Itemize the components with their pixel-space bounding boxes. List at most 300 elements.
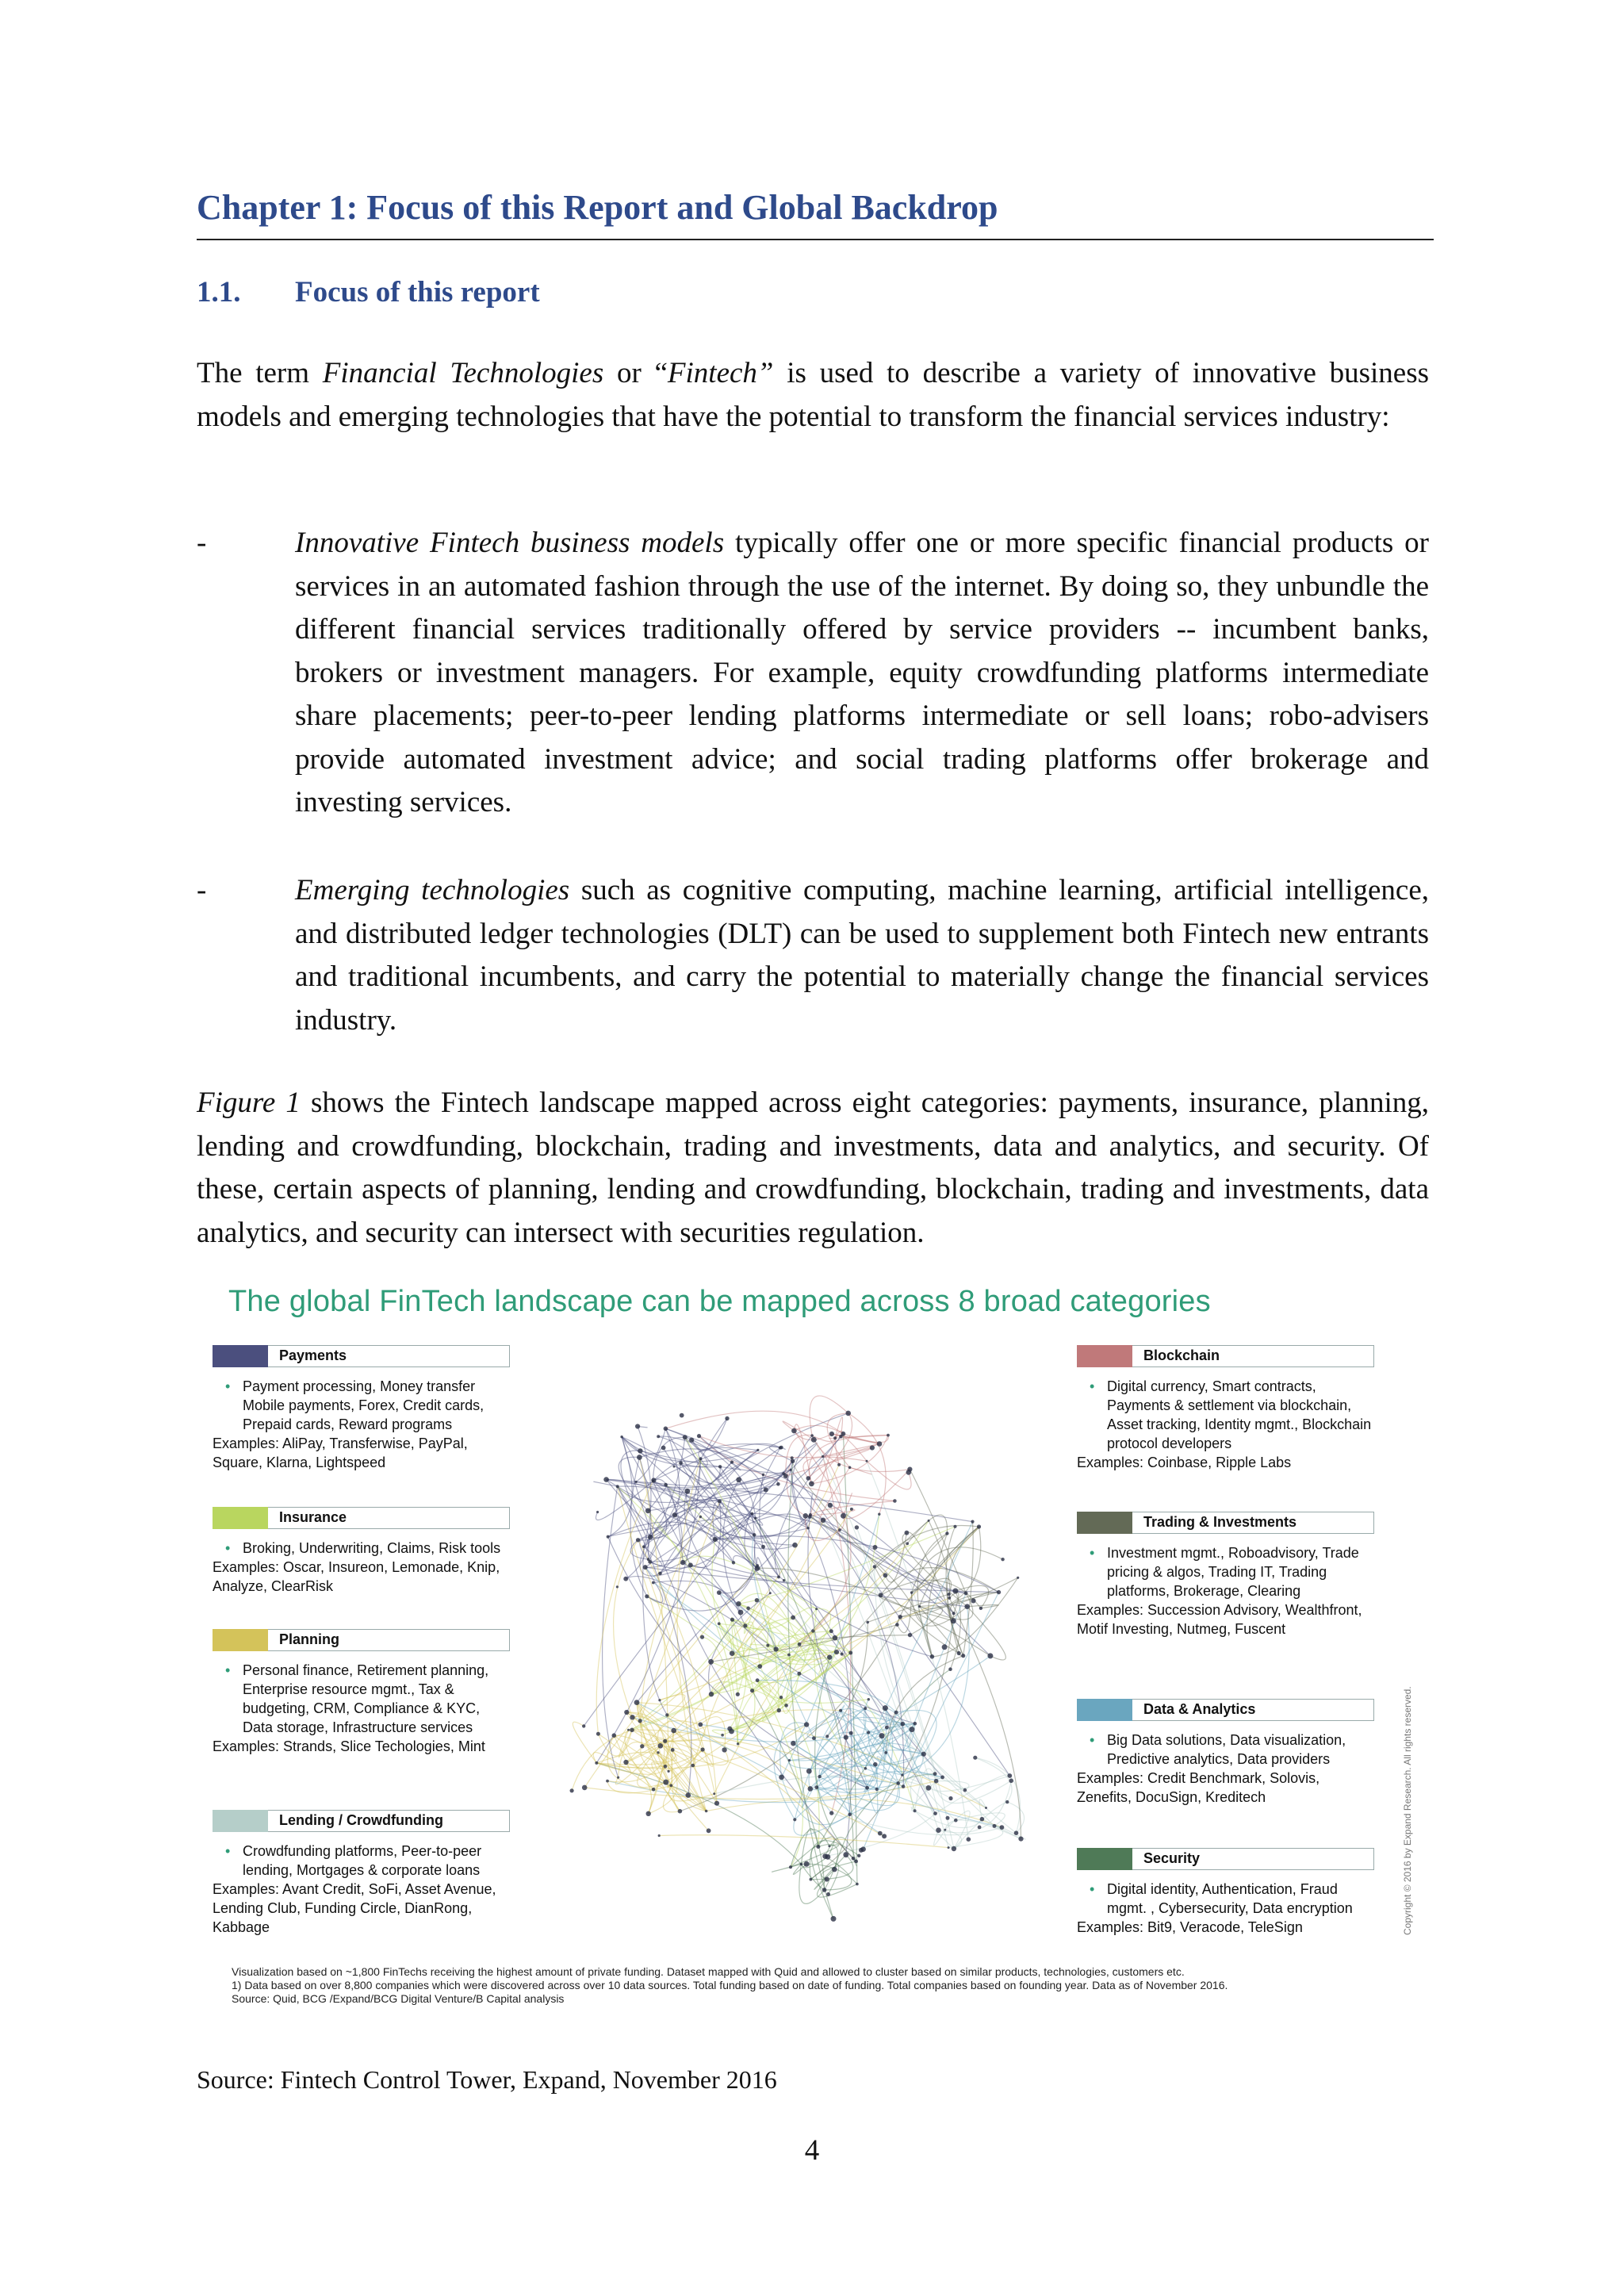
network-node bbox=[699, 1457, 702, 1460]
network-node bbox=[1000, 1825, 1005, 1830]
network-node bbox=[729, 1729, 734, 1734]
network-node bbox=[658, 1699, 661, 1701]
network-node bbox=[713, 1792, 715, 1795]
network-node bbox=[870, 1445, 875, 1450]
network-node bbox=[750, 1512, 753, 1516]
network-node bbox=[668, 1770, 670, 1773]
network-node bbox=[822, 1455, 824, 1458]
network-node bbox=[873, 1545, 878, 1550]
network-node bbox=[811, 1437, 817, 1443]
category-label: Insurance bbox=[268, 1507, 510, 1529]
network-node bbox=[645, 1508, 651, 1514]
network-node bbox=[809, 1481, 814, 1487]
network-node bbox=[738, 1610, 744, 1616]
network-node bbox=[658, 1834, 661, 1837]
network-node bbox=[648, 1560, 652, 1564]
network-node bbox=[905, 1531, 910, 1535]
network-node bbox=[898, 1615, 902, 1619]
network-node bbox=[940, 1776, 944, 1780]
network-node bbox=[855, 1525, 859, 1529]
bullet-dot: • bbox=[1090, 1545, 1095, 1561]
network-node bbox=[606, 1780, 609, 1783]
category-blockchain bbox=[1077, 1345, 1374, 1472]
network-node bbox=[705, 1810, 708, 1813]
category-bullet bbox=[1077, 1880, 1374, 1918]
network-node bbox=[814, 1785, 818, 1789]
network-edges bbox=[572, 1396, 1025, 1918]
network-node bbox=[1009, 1779, 1013, 1784]
bullet-lead: Innovative Fintech business models bbox=[295, 527, 725, 559]
footnote-1: Visualization based on ~1,800 FinTechs receiving the highest amount of private funding. Dataset mapped with Quid and allowed to cluster based on similar products, technologies, customers etc. bbox=[232, 1965, 1185, 1978]
network-node bbox=[816, 1845, 820, 1849]
bullet-dot: • bbox=[225, 1378, 231, 1394]
network-node bbox=[701, 1747, 705, 1751]
network-node bbox=[884, 1751, 887, 1754]
network-node bbox=[848, 1651, 852, 1655]
category-description: Personal finance, Retirement planning, Enterprise resource mgmt., Tax & budgeting, CRM, Compliance & KYC, Data storage, Infrastructure services bbox=[243, 1662, 489, 1735]
network-node bbox=[757, 1664, 762, 1669]
network-node bbox=[848, 1813, 852, 1817]
network-node bbox=[894, 1711, 898, 1715]
figure-footnotes bbox=[232, 1965, 1413, 2006]
network-node bbox=[963, 1788, 967, 1792]
network-node bbox=[867, 1731, 870, 1734]
network-node bbox=[997, 1590, 1001, 1594]
network-node bbox=[725, 1416, 729, 1420]
network-node bbox=[1014, 1830, 1019, 1835]
network-node bbox=[661, 1446, 666, 1451]
bullet-dot: • bbox=[225, 1540, 231, 1556]
network-node bbox=[838, 1528, 841, 1531]
network-node bbox=[570, 1788, 574, 1792]
network-node bbox=[839, 1709, 842, 1712]
network-node bbox=[651, 1478, 656, 1482]
network-node bbox=[709, 1692, 714, 1696]
category-bullet bbox=[213, 1842, 510, 1880]
network-node bbox=[961, 1654, 965, 1658]
network-node bbox=[793, 1818, 796, 1821]
network-node bbox=[658, 1572, 662, 1576]
network-node bbox=[697, 1434, 701, 1438]
network-node bbox=[764, 1488, 768, 1493]
network-node bbox=[883, 1705, 888, 1711]
network-node bbox=[1017, 1577, 1019, 1579]
network-node bbox=[657, 1751, 659, 1754]
network-node bbox=[766, 1644, 769, 1647]
network-node bbox=[826, 1892, 830, 1896]
category-color-swatch bbox=[1077, 1699, 1132, 1721]
network-node bbox=[688, 1562, 693, 1567]
network-node bbox=[769, 1592, 772, 1594]
network-node bbox=[691, 1764, 695, 1768]
category-label: Security bbox=[1132, 1848, 1374, 1870]
network-node bbox=[1001, 1558, 1004, 1561]
network-node bbox=[732, 1561, 735, 1564]
network-node bbox=[779, 1446, 783, 1450]
network-node bbox=[664, 1765, 668, 1769]
network-node bbox=[730, 1650, 735, 1656]
network-node bbox=[980, 1817, 985, 1822]
category-header bbox=[1077, 1848, 1374, 1870]
category-header bbox=[213, 1629, 510, 1651]
category-description: Digital identity, Authentication, Fraud mgmt. , Cybersecurity, Data encryption bbox=[1107, 1881, 1353, 1916]
network-node bbox=[952, 1612, 956, 1615]
category-description: Payment processing, Money transfer Mobile payments, Forex, Credit cards, Prepaid cards, Reward programs bbox=[243, 1378, 485, 1432]
network-node bbox=[679, 1461, 683, 1465]
network-node bbox=[630, 1728, 634, 1733]
network-node bbox=[910, 1727, 915, 1732]
network-node bbox=[852, 1857, 856, 1861]
network-node bbox=[873, 1762, 878, 1767]
network-node bbox=[806, 1527, 809, 1529]
category-security bbox=[1077, 1848, 1374, 1937]
network-node bbox=[624, 1710, 629, 1715]
network-node bbox=[730, 1618, 734, 1622]
network-node bbox=[857, 1854, 860, 1857]
network-node bbox=[784, 1704, 788, 1708]
network-node bbox=[791, 1459, 795, 1463]
section-number: 1.1. bbox=[197, 276, 241, 309]
category-label: Lending / Crowdfunding bbox=[268, 1810, 510, 1832]
network-node bbox=[648, 1535, 653, 1539]
network-edge bbox=[750, 1644, 768, 1645]
network-node bbox=[893, 1499, 897, 1503]
category-header bbox=[213, 1345, 510, 1367]
network-node bbox=[878, 1831, 883, 1836]
category-label: Trading & Investments bbox=[1132, 1512, 1374, 1534]
network-node bbox=[721, 1734, 724, 1737]
bullet-dot: • bbox=[225, 1662, 231, 1678]
network-node bbox=[722, 1747, 726, 1752]
network-node bbox=[907, 1467, 912, 1472]
category-color-swatch bbox=[1077, 1848, 1132, 1870]
network-node bbox=[736, 1692, 740, 1696]
network-node bbox=[879, 1593, 883, 1597]
network-node bbox=[777, 1708, 781, 1712]
intro-text-1: The term bbox=[197, 357, 323, 389]
category-label: Blockchain bbox=[1132, 1345, 1374, 1367]
category-examples: Examples: Oscar, Insureon, Lemonade, Knip, Analyze, ClearRisk bbox=[213, 1559, 500, 1594]
category-planning bbox=[213, 1629, 510, 1756]
category-header bbox=[1077, 1512, 1374, 1534]
network-node bbox=[812, 1736, 816, 1740]
network-node bbox=[985, 1807, 987, 1809]
network-edge bbox=[603, 1486, 619, 1777]
network-node bbox=[928, 1520, 930, 1522]
copyright-notice bbox=[1402, 1686, 1418, 1935]
intro-term-financial-technologies: Financial Technologies bbox=[322, 357, 604, 389]
network-node bbox=[652, 1788, 656, 1792]
network-node bbox=[833, 1436, 837, 1439]
network-node bbox=[630, 1715, 634, 1719]
network-node bbox=[779, 1775, 784, 1780]
network-node bbox=[948, 1796, 952, 1800]
network-node bbox=[746, 1607, 750, 1611]
network-node bbox=[792, 1543, 798, 1548]
network-node bbox=[942, 1644, 948, 1650]
network-node bbox=[756, 1678, 760, 1682]
network-node bbox=[859, 1848, 864, 1853]
network-node bbox=[957, 1651, 961, 1655]
category-examples: Examples: Coinbase, Ripple Labs bbox=[1077, 1455, 1292, 1470]
network-node bbox=[910, 1591, 913, 1593]
network-edge bbox=[653, 1437, 684, 1481]
network-node bbox=[612, 1733, 617, 1738]
network-node bbox=[669, 1784, 672, 1787]
network-node bbox=[901, 1774, 903, 1777]
network-edge bbox=[772, 1865, 802, 1872]
category-description: Digital currency, Smart contracts, Payments & settlement via blockchain, Asset tracking, Identity mgmt., Blockchain protocol developers bbox=[1107, 1378, 1372, 1451]
network-node bbox=[818, 1775, 821, 1778]
network-node bbox=[762, 1474, 765, 1477]
network-edge bbox=[802, 1777, 819, 1807]
network-node bbox=[806, 1769, 812, 1774]
network-edge bbox=[791, 1470, 1009, 1776]
network-node bbox=[882, 1834, 887, 1838]
network-node bbox=[643, 1565, 648, 1570]
chapter-title: Chapter 1: Focus of this Report and Global Backdrop bbox=[197, 187, 1434, 240]
network-node bbox=[825, 1734, 829, 1738]
category-lending-crowdfunding bbox=[213, 1810, 510, 1937]
network-node bbox=[788, 1759, 791, 1761]
category-data-analytics bbox=[1077, 1699, 1374, 1807]
category-description: Big Data solutions, Data visualization, Predictive analytics, Data providers bbox=[1107, 1732, 1346, 1767]
network-node bbox=[603, 1477, 609, 1482]
footnote-3: Source: Quid, BCG /Expand/BCG Digital Venture/B Capital analysis bbox=[232, 1992, 565, 2005]
network-edge bbox=[640, 1517, 700, 1721]
figure-intro-text: shows the Fintech landscape mapped across eight categories: payments, insurance, planning, lending and crowdfunding, blockchain, trading and investments, data and analytics, and security. Of these, certain aspects of planning, lending and crowdfunding, blockchain, trading and investments, data analytics, and security can intersect with securities regulation. bbox=[197, 1087, 1429, 1249]
network-nodes bbox=[570, 1411, 1024, 1922]
footnote-2: 1) Data based on over 8,800 companies which were discovered across over 10 data sources. Total funding based on date of funding. Total companies based on founding year. Data as of November 2016. bbox=[232, 1979, 1228, 1991]
network-node bbox=[637, 1455, 642, 1460]
network-node bbox=[798, 1642, 802, 1646]
category-bullet bbox=[1077, 1731, 1374, 1769]
network-node bbox=[926, 1785, 932, 1791]
network-node bbox=[967, 1837, 971, 1842]
network-node bbox=[663, 1739, 667, 1743]
network-node bbox=[689, 1438, 694, 1443]
network-node bbox=[849, 1731, 853, 1735]
network-node bbox=[843, 1852, 848, 1857]
bullet-dot: • bbox=[1090, 1378, 1095, 1394]
network-node bbox=[844, 1735, 848, 1740]
category-examples: Examples: Credit Benchmark, Solovis, Zenefits, DocuSign, Kreditech bbox=[1077, 1770, 1320, 1805]
network-node bbox=[854, 1860, 858, 1864]
network-node bbox=[946, 1816, 950, 1820]
network-node bbox=[906, 1542, 909, 1545]
network-node bbox=[665, 1713, 668, 1716]
network-node bbox=[848, 1466, 852, 1470]
network-node bbox=[1005, 1800, 1009, 1803]
network-node bbox=[664, 1427, 668, 1432]
network-node bbox=[806, 1476, 811, 1481]
network-node bbox=[839, 1435, 843, 1439]
network-visualization bbox=[530, 1332, 1085, 1935]
category-examples: Examples: Succession Advisory, Wealthfront, Motif Investing, Nutmeg, Fuscent bbox=[1077, 1602, 1362, 1637]
network-node bbox=[936, 1827, 941, 1833]
network-node bbox=[607, 1535, 610, 1539]
network-node bbox=[815, 1608, 818, 1610]
network-node bbox=[646, 1811, 651, 1816]
network-node bbox=[914, 1722, 917, 1726]
network-node bbox=[672, 1512, 677, 1517]
section-heading bbox=[197, 275, 540, 309]
bullet-dot: • bbox=[225, 1843, 231, 1859]
bullet-dot: • bbox=[1090, 1881, 1095, 1897]
bullet-body: typically offer one or more specific financial products or services in an automated fashion through the use of the internet. By doing so, they unbundle the different financial services traditionally offered by service providers -- incumbent banks, brokers or investment managers. For example, equity crowdfunding platforms intermediate share placements; peer-to-peer lending platforms intermediate or sell loans; robo-advisers provide automated investment advice; and social trading platforms offer brokerage and investing services. bbox=[295, 527, 1430, 818]
network-node bbox=[866, 1621, 869, 1624]
network-node bbox=[930, 1654, 935, 1659]
figure-intro-paragraph bbox=[197, 1082, 1429, 1255]
network-node bbox=[856, 1883, 859, 1886]
network-node bbox=[755, 1598, 759, 1602]
network-node bbox=[908, 1633, 912, 1637]
figure-title: The global FinTech landscape can be mapped across 8 broad categories bbox=[228, 1285, 1211, 1318]
bullet-text bbox=[295, 869, 1429, 1042]
network-node bbox=[951, 1618, 956, 1623]
bullet-lead: Emerging technologies bbox=[295, 874, 570, 907]
network-node bbox=[827, 1654, 832, 1659]
network-node bbox=[671, 1748, 675, 1752]
network-node bbox=[808, 1786, 814, 1792]
network-node bbox=[1007, 1773, 1012, 1778]
section-title: Focus of this report bbox=[295, 276, 540, 309]
network-node bbox=[873, 1565, 876, 1568]
network-node bbox=[831, 1916, 837, 1922]
network-node bbox=[952, 1846, 956, 1851]
network-node bbox=[634, 1700, 640, 1705]
network-node bbox=[954, 1819, 958, 1823]
network-node bbox=[845, 1411, 851, 1416]
category-color-swatch bbox=[1077, 1512, 1132, 1534]
network-node bbox=[623, 1577, 628, 1581]
network-node bbox=[708, 1659, 714, 1665]
network-node bbox=[700, 1635, 704, 1639]
network-node bbox=[664, 1483, 668, 1487]
category-bullet bbox=[1077, 1377, 1374, 1453]
network-node bbox=[743, 1623, 747, 1627]
bullet-dash: - bbox=[197, 527, 207, 559]
network-node bbox=[879, 1733, 885, 1738]
network-node bbox=[948, 1667, 952, 1671]
network-node bbox=[821, 1518, 826, 1524]
category-color-swatch bbox=[213, 1810, 268, 1832]
category-label: Data & Analytics bbox=[1132, 1699, 1374, 1721]
network-node bbox=[753, 1533, 756, 1537]
network-node bbox=[636, 1538, 640, 1542]
category-header bbox=[1077, 1699, 1374, 1721]
network-node bbox=[582, 1724, 585, 1727]
category-header bbox=[1077, 1345, 1374, 1367]
network-node bbox=[979, 1607, 982, 1610]
network-node bbox=[810, 1878, 813, 1881]
network-node bbox=[783, 1474, 788, 1478]
network-node bbox=[964, 1592, 968, 1596]
network-node bbox=[829, 1432, 834, 1436]
network-node bbox=[698, 1723, 703, 1727]
network-node bbox=[678, 1809, 683, 1814]
network-node bbox=[730, 1461, 733, 1464]
network-node bbox=[756, 1449, 759, 1451]
network-node bbox=[901, 1722, 906, 1727]
network-node bbox=[921, 1752, 926, 1757]
network-node bbox=[896, 1781, 900, 1785]
network-node bbox=[657, 1435, 660, 1438]
network-node bbox=[877, 1441, 883, 1447]
network-node bbox=[825, 1876, 829, 1881]
network-node bbox=[947, 1593, 950, 1596]
network-node bbox=[699, 1516, 702, 1518]
network-node bbox=[987, 1653, 993, 1658]
network-node bbox=[885, 1726, 889, 1730]
network-node bbox=[825, 1854, 831, 1860]
category-payments bbox=[213, 1345, 510, 1472]
network-node bbox=[864, 1707, 867, 1710]
page-number: 4 bbox=[804, 2134, 820, 2167]
network-node bbox=[832, 1867, 837, 1872]
network-node bbox=[866, 1460, 868, 1462]
network-node bbox=[918, 1605, 921, 1608]
network-node bbox=[596, 1732, 600, 1736]
network-node bbox=[620, 1435, 622, 1438]
network-node bbox=[822, 1888, 827, 1892]
fintech-landscape-figure bbox=[197, 1269, 1434, 2030]
network-node bbox=[833, 1635, 838, 1641]
network-node bbox=[837, 1463, 841, 1466]
network-node bbox=[875, 1788, 879, 1791]
network-node bbox=[948, 1846, 950, 1849]
network-node bbox=[878, 1513, 880, 1516]
category-examples: Examples: Strands, Slice Techologies, Mint bbox=[213, 1738, 485, 1754]
network-node bbox=[791, 1616, 795, 1620]
network-node bbox=[707, 1828, 711, 1833]
figure-reference: Figure 1 bbox=[197, 1087, 301, 1119]
category-trading-investments bbox=[1077, 1512, 1374, 1639]
copyright-text: Copyright © 2016 by Expand Research. All rights reserved. bbox=[1402, 1686, 1413, 1935]
network-node bbox=[616, 1485, 619, 1488]
bullet-text bbox=[295, 522, 1429, 825]
network-node bbox=[790, 1469, 792, 1471]
bullet-dash: - bbox=[197, 874, 207, 907]
network-node bbox=[810, 1434, 814, 1437]
network-node bbox=[717, 1590, 722, 1595]
network-node bbox=[623, 1760, 628, 1765]
network-node bbox=[714, 1801, 719, 1806]
network-node bbox=[841, 1653, 844, 1656]
network-node bbox=[902, 1784, 906, 1788]
category-bullet bbox=[213, 1539, 510, 1558]
network-node bbox=[948, 1596, 951, 1600]
network-node bbox=[791, 1428, 797, 1434]
network-node bbox=[761, 1545, 765, 1549]
network-node bbox=[595, 1761, 598, 1765]
network-node bbox=[737, 1742, 739, 1745]
network-node bbox=[865, 1786, 869, 1790]
network-node bbox=[617, 1777, 619, 1779]
intro-text-2: or “ bbox=[603, 357, 668, 389]
category-header bbox=[213, 1507, 510, 1529]
network-node bbox=[895, 1623, 899, 1627]
network-node bbox=[803, 1513, 809, 1519]
network-node bbox=[713, 1537, 718, 1542]
category-label: Payments bbox=[268, 1345, 510, 1367]
network-node bbox=[777, 1576, 780, 1579]
figure-source: Source: Fintech Control Tower, Expand, November 2016 bbox=[197, 2065, 777, 2094]
network-node bbox=[638, 1719, 642, 1723]
network-node bbox=[582, 1785, 588, 1791]
category-header bbox=[213, 1810, 510, 1832]
network-node bbox=[811, 1629, 814, 1632]
